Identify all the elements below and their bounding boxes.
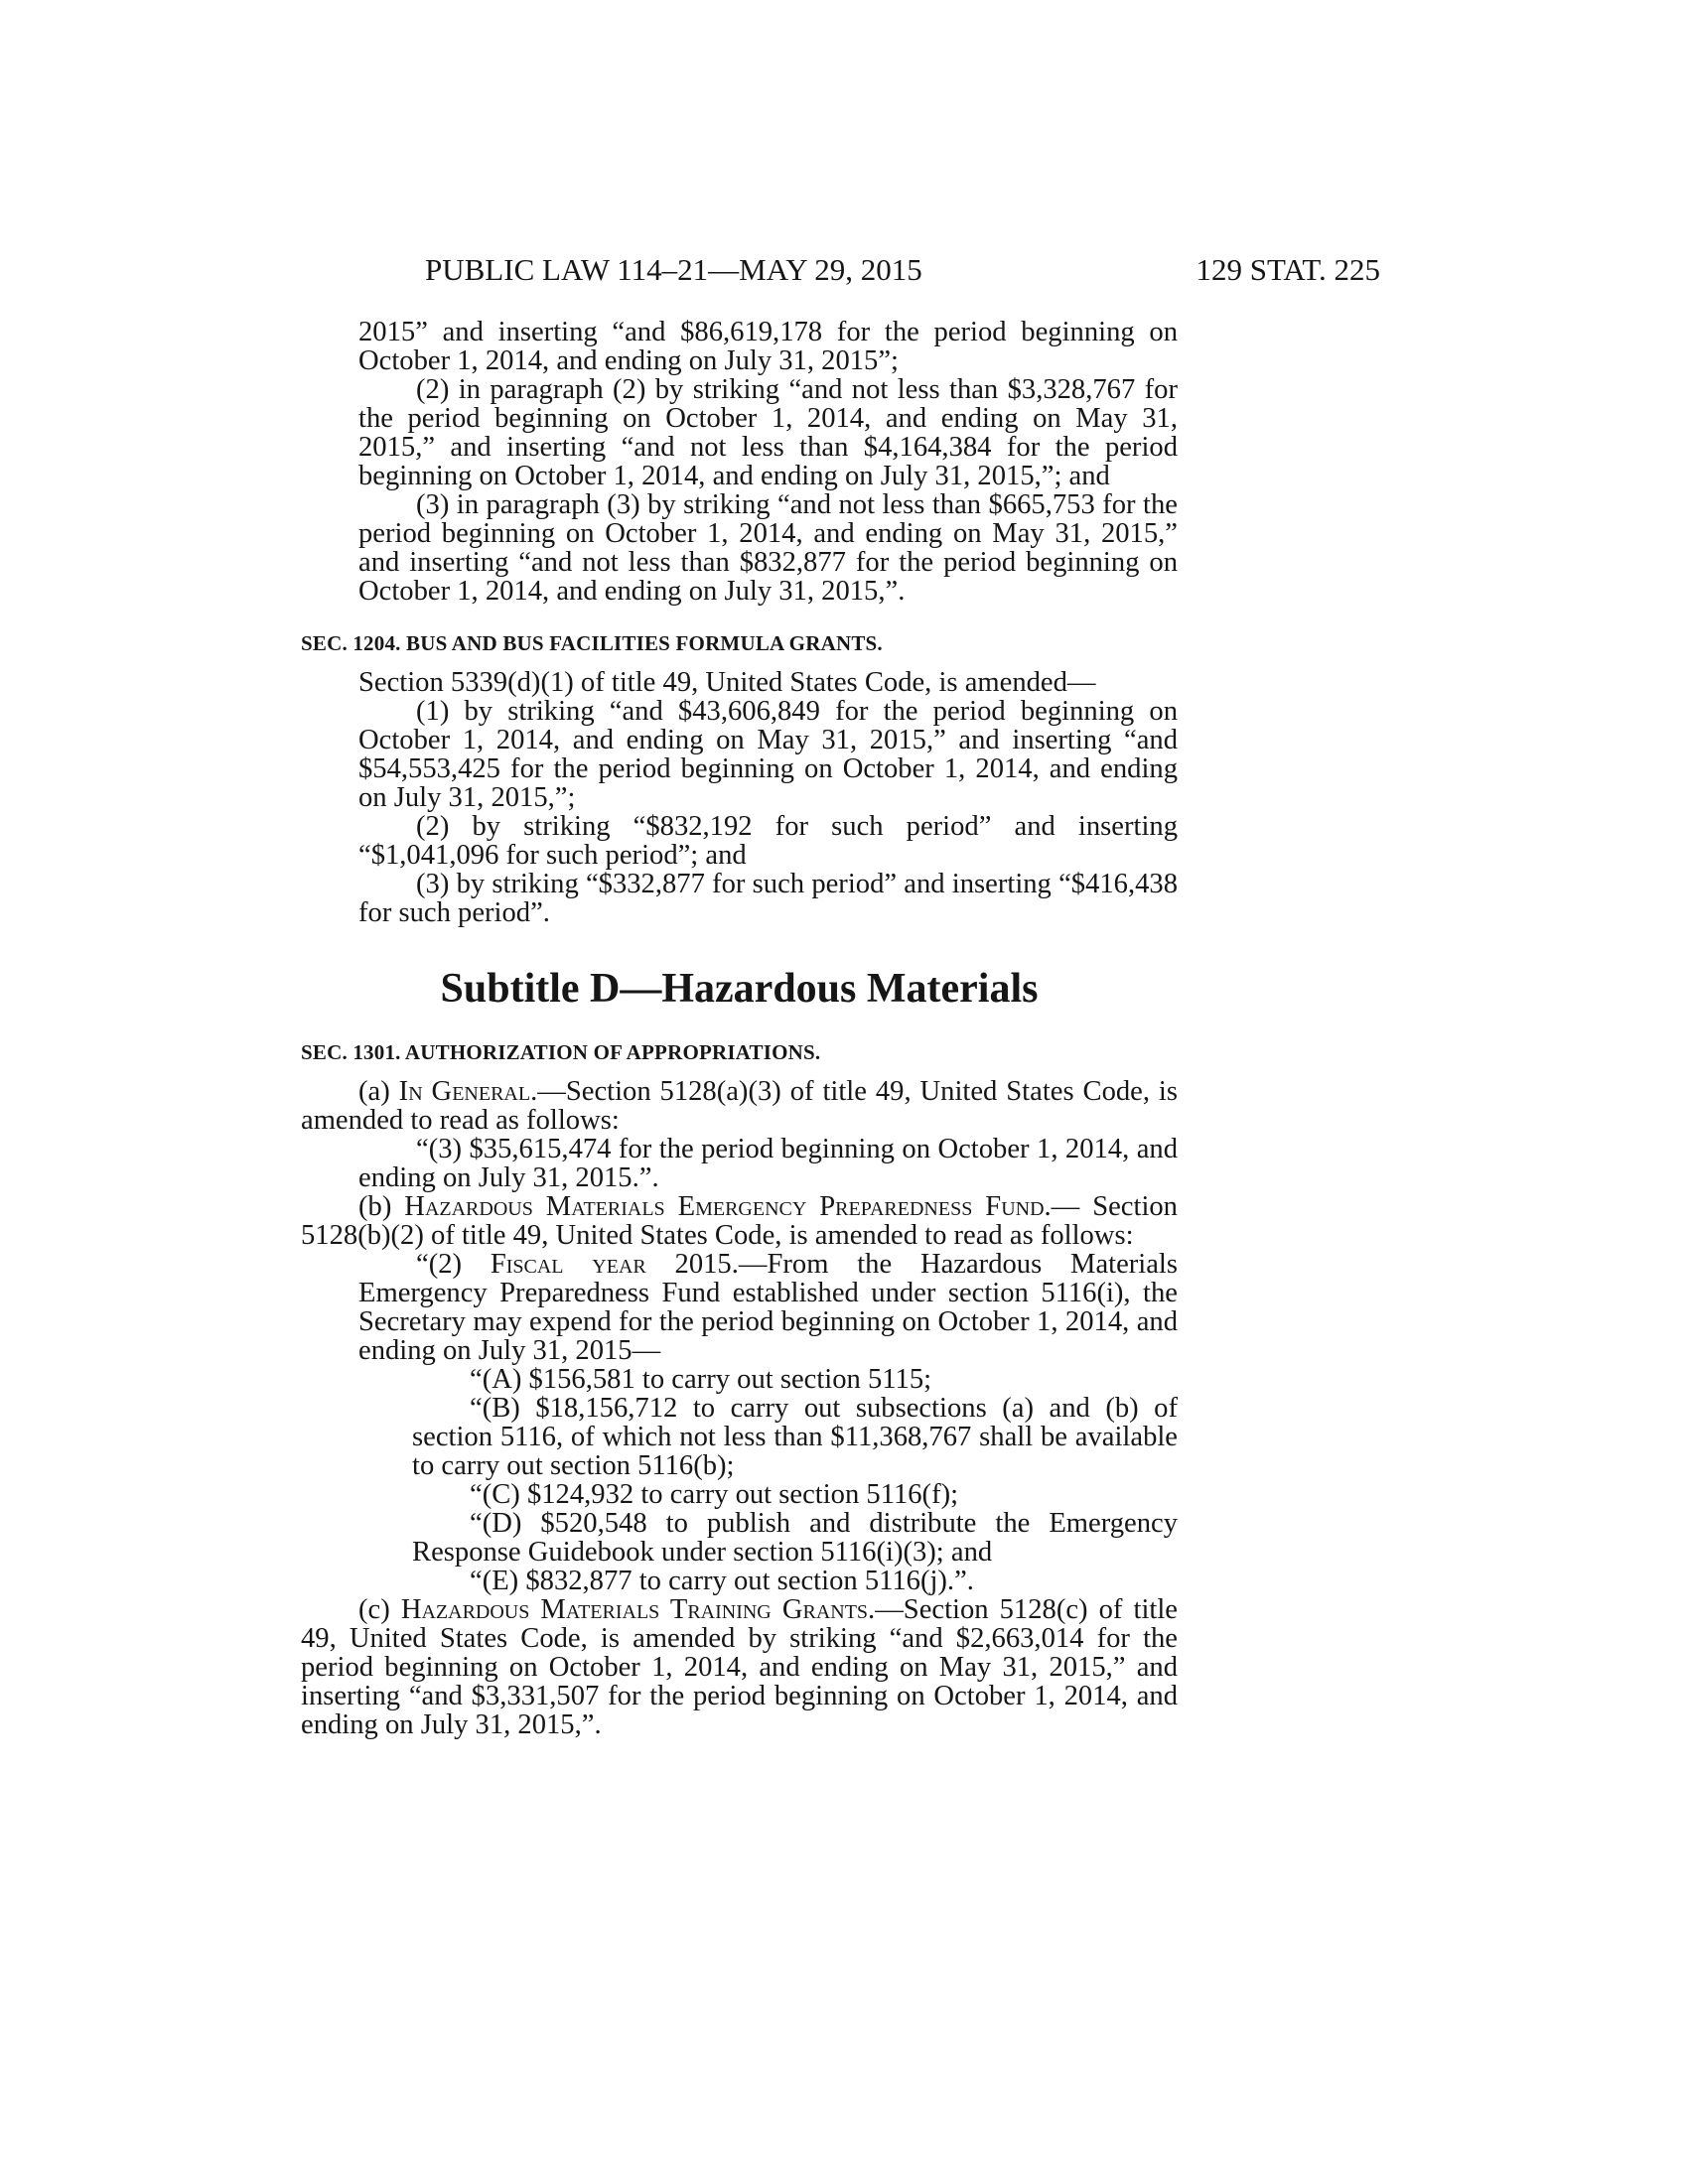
section-1301-heading: SEC. 1301. AUTHORIZATION OF APPROPRIATIONS. xyxy=(301,1040,821,1064)
subsection-b-item: “(D) $520,548 to publish and distribute the Emergency Response Guidebook under section 5116(i)(3); and xyxy=(412,1508,1178,1568)
subtitle-heading: Subtitle D—Hazardous Materials xyxy=(440,966,1039,1012)
paragraph-3-amendment: (3) in paragraph (3) by striking “and not less than $665,753 for the period beginning on October 1, 2014, and ending on May 31, 2015,” and inserting “and not less than $832,877 for the period beginning on October 1, 2014, and ending on July 31, 2015,”. xyxy=(358,489,1178,607)
subsection-b: (b) Hazardous Materials Emergency Preparedness Fund.— Section 5128(b)(2) of title 49, United States Code, is amended to read as follows: xyxy=(301,1191,1178,1251)
section-1204-item: (2) by striking “$832,192 for such period” and inserting “$1,041,096 for such period”; and xyxy=(358,811,1178,871)
subsection-b-quote: “(2) Fiscal year 2015.—From the Hazardous Materials Emergency Preparedness Fund established under section 5116(i), the Secretary may expend for the period beginning on October 1, 2014, and ending on July 31, 2015— xyxy=(358,1249,1178,1366)
subsection-b-quote-caption: Fiscal year 2015. xyxy=(490,1249,739,1280)
subsection-c-caption: Hazardous Materials Training Grants. xyxy=(400,1594,876,1625)
subsection-b-item: “(A) $156,581 to carry out section 5115; xyxy=(470,1364,932,1395)
subsection-a-caption: In General. xyxy=(398,1076,538,1107)
section-1204-item: (3) by striking “$332,877 for such period” and inserting “$416,438 for such period”. xyxy=(358,869,1178,928)
subsection-b-item: “(B) $18,156,712 to carry out subsections (a) and (b) of section 5116, of which not less than $11,368,767 shall be available to carry out section 5116(b); xyxy=(412,1393,1178,1481)
subsection-b-item: “(E) $832,877 to carry out section 5116(j).”. xyxy=(470,1566,974,1596)
header-citation: PUBLIC LAW 114–21—MAY 29, 2015 xyxy=(425,252,922,287)
section-1204-heading: SEC. 1204. BUS AND BUS FACILITIES FORMULA GRANTS. xyxy=(301,631,883,655)
subsection-a: (a) In General.—Section 5128(a)(3) of title 49, United States Code, is amended to read as follows: xyxy=(301,1076,1179,1136)
section-1204-intro: Section 5339(d)(1) of title 49, United States Code, is amended— xyxy=(358,667,1096,698)
subsection-a-quote: “(3) $35,615,474 for the period beginning on October 1, 2014, and ending on July 31, 2015.”. xyxy=(358,1134,1178,1193)
page-body xyxy=(301,318,1178,1739)
subsection-b-caption: Hazardous Materials Emergency Preparedness Fund. xyxy=(404,1191,1052,1222)
continued-paragraph: 2015” and inserting “and $86,619,178 for the period beginning on October 1, 2014, and ending on July 31, 2015”; xyxy=(358,317,1178,376)
paragraph-2-amendment: (2) in paragraph (2) by striking “and not less than $3,328,767 for the period beginning on October 1, 2014, and ending on May 31, 2015,” and inserting “and not less than $4,164,384 for the period beginning on October 1, 2014, and ending on July 31, 2015,”; and xyxy=(358,374,1178,491)
header-page-number: 129 STAT. 225 xyxy=(1196,252,1380,287)
running-header xyxy=(298,250,1380,290)
subsection-b-item: “(C) $124,932 to carry out section 5116(f); xyxy=(470,1479,959,1510)
subsection-c: (c) Hazardous Materials Training Grants.—Section 5128(c) of title 49, United States Code, is amended by striking “and $2,663,014 for the period beginning on October 1, 2014, and ending on May 31, 2015,” and inserting “and $3,331,507 for the period beginning on October 1, 2014, and ending on July 31, 2015,”. xyxy=(301,1594,1178,1740)
section-1204-item: (1) by striking “and $43,606,849 for the period beginning on October 1, 2014, and ending on May 31, 2015,” and inserting “and $54,553,425 for the period beginning on October 1, 2014, and ending on July 31, 2015,”; xyxy=(358,696,1178,813)
